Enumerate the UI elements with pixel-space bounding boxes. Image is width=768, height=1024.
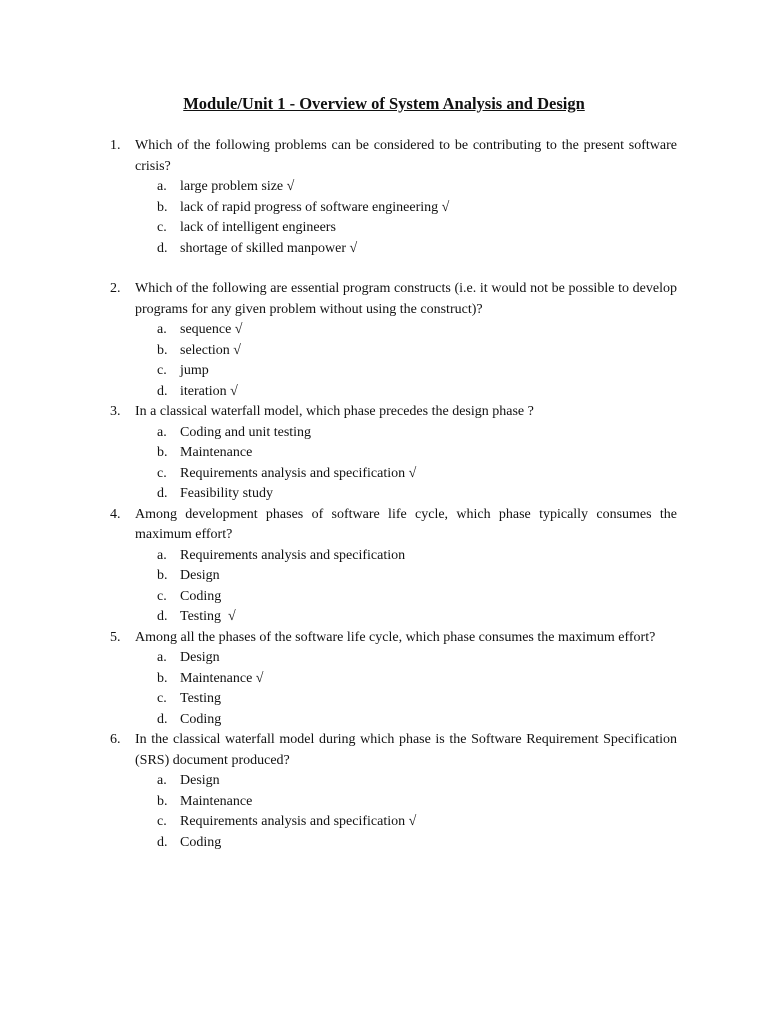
option-letter: a. — [157, 179, 167, 194]
option-item — [0, 484, 768, 505]
option-text: Coding — [180, 588, 222, 604]
option-item — [0, 771, 768, 792]
option-text: Coding — [180, 711, 222, 727]
option-list — [0, 320, 768, 402]
option-item — [0, 812, 768, 833]
option-item — [0, 218, 768, 239]
option-text: Requirements analysis and specification — [180, 547, 406, 563]
option-text: Design — [180, 773, 220, 788]
option-item — [0, 587, 768, 608]
option-item — [0, 423, 768, 444]
option-letter: b. — [157, 445, 168, 460]
option-letter: d. — [157, 383, 168, 399]
option-letter: c. — [157, 814, 167, 829]
option-list — [0, 771, 768, 853]
option-item — [0, 648, 768, 669]
option-item — [0, 464, 768, 485]
option-letter: a. — [157, 322, 167, 337]
option-item — [0, 566, 768, 587]
option-list — [0, 423, 768, 505]
option-text: jump — [180, 363, 209, 378]
option-letter: c. — [157, 691, 167, 706]
option-text: Maintenance √ — [180, 670, 264, 686]
option-text: selection √ — [180, 342, 241, 358]
question-list — [0, 136, 768, 853]
option-letter: d. — [157, 609, 168, 624]
option-item — [0, 341, 768, 362]
option-text: large problem size √ — [180, 179, 295, 194]
option-text: shortage of skilled manpower √ — [180, 240, 358, 256]
question-number: 2. — [110, 281, 121, 296]
question-text: Which of the following are essential program constructs (i.e. it would not be possible to develop programs for any given problem without using the construct)? — [135, 281, 677, 317]
option-letter: b. — [157, 793, 168, 809]
option-text: Testing √ — [180, 609, 236, 624]
option-item — [0, 792, 768, 813]
option-item — [0, 177, 768, 198]
option-item — [0, 833, 768, 854]
option-letter: d. — [157, 711, 168, 727]
question-item — [0, 136, 768, 259]
question-text: In a classical waterfall model, which phase precedes the design phase ? — [135, 404, 534, 419]
question-item — [0, 279, 768, 402]
option-item — [0, 546, 768, 567]
option-text: Maintenance — [180, 793, 253, 809]
option-item — [0, 320, 768, 341]
question-text: Which of the following problems can be considered to be contributing to the present software crisis? — [135, 138, 677, 174]
option-letter: c. — [157, 220, 167, 235]
option-list — [0, 177, 768, 259]
option-text: Feasibility study — [180, 486, 273, 501]
option-letter: a. — [157, 547, 167, 563]
option-letter: d. — [157, 486, 168, 501]
option-item — [0, 198, 768, 219]
option-letter: a. — [157, 773, 167, 788]
option-letter: b. — [157, 342, 168, 358]
option-letter: b. — [157, 199, 168, 215]
option-text: Design — [180, 568, 220, 583]
option-letter: c. — [157, 465, 167, 481]
option-letter: d. — [157, 834, 168, 850]
option-item — [0, 689, 768, 710]
page-title: Module/Unit 1 - Overview of System Analysis and Design — [183, 94, 585, 113]
option-text: Coding and unit testing — [180, 424, 312, 440]
question-number: 6. — [110, 732, 121, 747]
question-number: 5. — [110, 629, 121, 645]
option-item — [0, 382, 768, 403]
question-number: 1. — [110, 138, 121, 153]
option-text: lack of intelligent engineers — [180, 220, 336, 235]
option-letter: a. — [157, 650, 167, 665]
option-text: Requirements analysis and specification √ — [180, 465, 417, 481]
option-letter: a. — [157, 424, 167, 440]
option-list — [0, 546, 768, 628]
option-text: lack of rapid progress of software engineering √ — [180, 199, 450, 215]
question-item — [0, 628, 768, 731]
question-item — [0, 505, 768, 628]
question-number: 4. — [110, 506, 121, 522]
question-text: Among all the phases of the software life cycle, which phase consumes the maximum effort? — [135, 629, 656, 645]
option-letter: b. — [157, 670, 168, 686]
option-text: sequence √ — [180, 322, 243, 337]
option-letter: d. — [157, 240, 168, 256]
option-text: Design — [180, 650, 220, 665]
question-text: Among development phases of software life cycle, which phase typically consumes the maximum effort? — [135, 506, 677, 542]
option-item — [0, 443, 768, 464]
option-item — [0, 239, 768, 260]
question-item — [0, 730, 768, 853]
option-item — [0, 669, 768, 690]
question-item — [0, 402, 768, 505]
question-text: In the classical waterfall model during which phase is the Software Requirement Specification (SRS) document produced? — [135, 732, 677, 768]
option-text: Testing — [180, 691, 222, 706]
question-number: 3. — [110, 404, 121, 419]
option-text: Requirements analysis and specification √ — [180, 814, 417, 829]
option-text: iteration √ — [180, 383, 238, 399]
option-letter: c. — [157, 588, 167, 604]
option-text: Maintenance — [180, 445, 253, 460]
option-item — [0, 710, 768, 731]
option-item — [0, 607, 768, 628]
option-letter: b. — [157, 568, 168, 583]
option-list — [0, 648, 768, 730]
option-item — [0, 361, 768, 382]
option-text: Coding — [180, 834, 222, 850]
option-letter: c. — [157, 363, 167, 378]
